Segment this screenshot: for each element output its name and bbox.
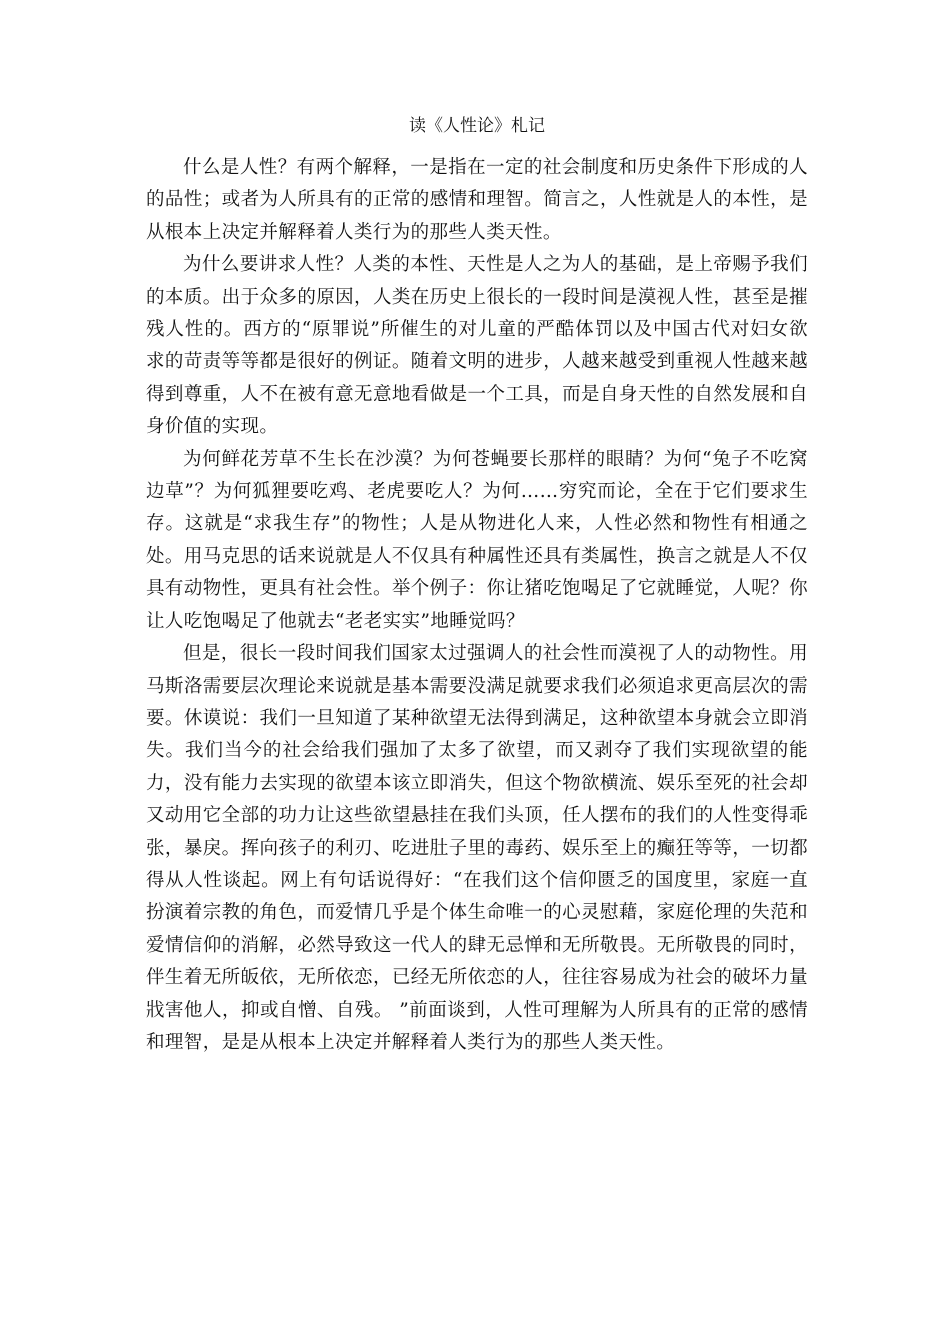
paragraph-animal-nature: 为何鲜花芳草不生长在沙漠？为何苍蝇要长那样的眼睛？为何“兔子不吃窝边草”？为何狐狸要吃鸡、老虎要吃人？为何……穷究而论，全在于它们要求生存。这就是“求我生存”的物性；人是从物进化人来，人性必然和物性有相通之处。用马克思的话来说就是人不仅具有种属性还具有类属性，换言之就是人不仅具有动物性，更具有社会性。举个例子：你让猪吃饱喝足了它就睡觉，人呢？你让人吃饱喝足了他就去“老老实实”地睡觉吗？ [146, 448, 808, 632]
document-title: 读《人性论》札记 [409, 116, 545, 136]
paragraph-why-humanity: 为什么要讲求人性？人类的本性、天性是人之为人的基础，是上帝赐予我们的本质。出于众多的原因，人类在历史上很长的一段时间是漠视人性，甚至是摧残人性的。西方的“原罪说”所催生的对儿童的严酷体罚以及中国古代对妇女欲求的苛责等等都是很好的例证。随着文明的进步，人越来越受到重视人性越来越得到尊重，人不在被有意无意地看做是一个工具，而是自身天性的自然发展和自身价值的实现。 [146, 254, 808, 438]
paragraph-definition: 什么是人性？有两个解释，一是指在一定的社会制度和历史条件下形成的人的品性；或者为人所具有的正常的感情和理智。简言之，人性就是人的本性，是从根本上决定并解释着人类行为的那些人类天性。 [146, 157, 808, 243]
paragraph-social-critique: 但是，很长一段时间我们国家太过强调人的社会性而漠视了人的动物性。用马斯洛需要层次理论来说就是基本需要没满足就要求我们必须追求更高层次的需要。休谟说：我们一旦知道了某种欲望无法得到满足，这种欲望本身就会立即消失。我们当今的社会给我们强加了太多了欲望，而又剥夺了我们实现欲望的能力，没有能力去实现的欲望本该立即消失，但这个物欲横流、娱乐至死的社会却又动用它全部的功力让这些欲望悬挂在我们头顶，任人摆布的我们的人性变得乖张，暴戾。挥向孩子的利刃、吃进肚子里的毒药、娱乐至上的癫狂等等，一切都得从人性谈起。网上有句话说得好：“在我们这个信仰匮乏的国度里，家庭一直扮演着宗教的角色，而爱情几乎是个体生命唯一的心灵慰藉，家庭伦理的失范和爱情信仰的消解，必然导致这一代人的肆无忌惮和无所敬畏。无所敬畏的同时，伴生着无所皈依，无所依恋，已经无所依恋的人，往往容易成为社会的破坏力量戕害他人，抑或自憎、自残。 ”前面谈到，人性可理解为人所具有的正常的感情和理智，是是从根本上决定并解释着人类行为的那些人类天性。 [146, 643, 808, 1053]
document-page [146, 112, 808, 1059]
